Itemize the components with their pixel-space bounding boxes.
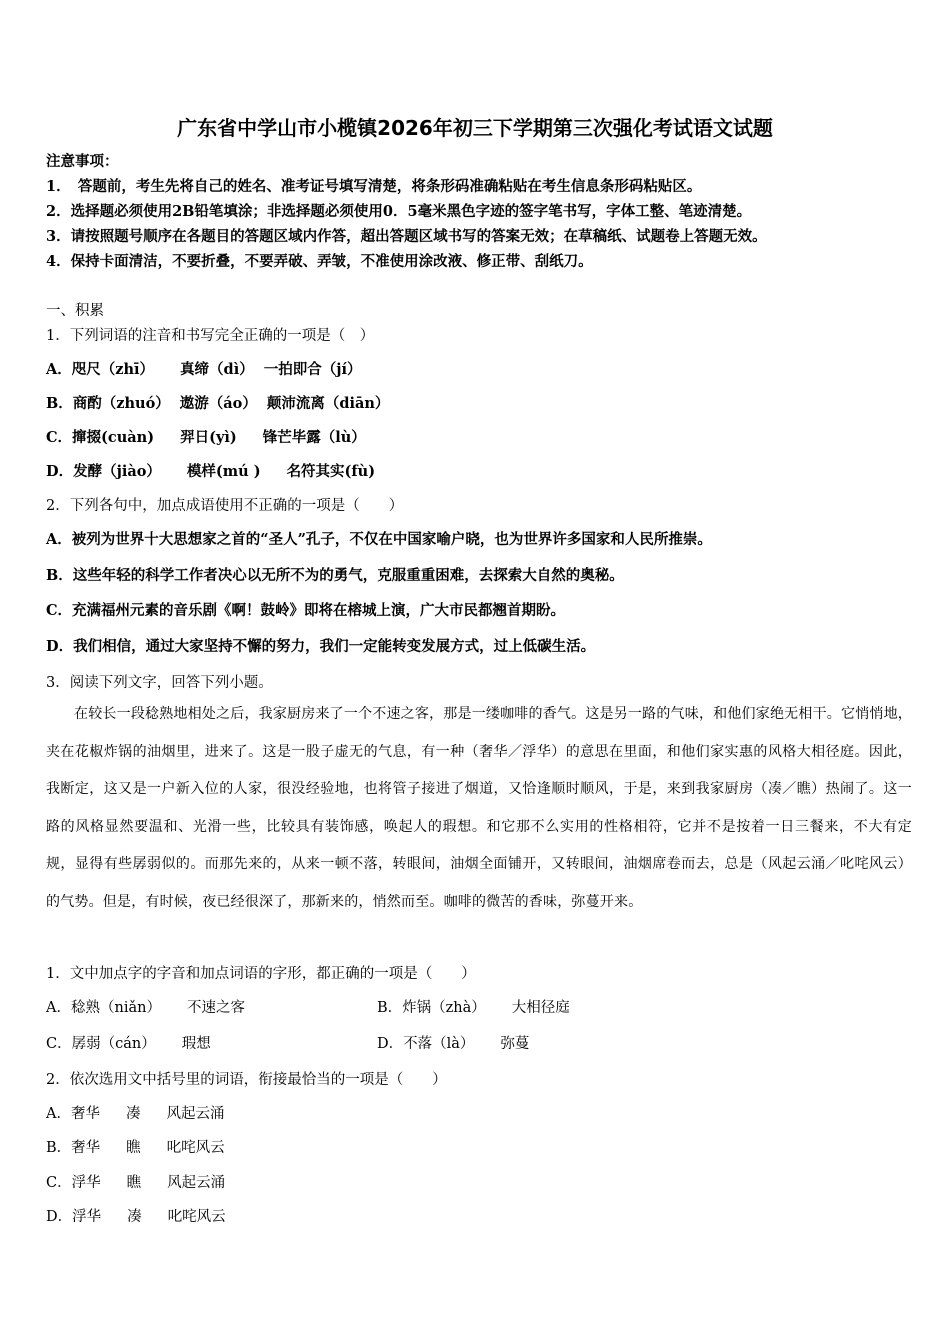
- q3-sub2-option-a: [46, 1104, 224, 1124]
- option-label: A．: [46, 1106, 71, 1122]
- q1-option-b: [46, 394, 389, 414]
- option-part: 发酵（jiào）: [73, 463, 161, 480]
- q2-option-a: A．被列为世界十大思想家之首的“圣人”孔子，不仅在中国家喻户晓，也为世界许多国家和人民所推崇。: [46, 531, 712, 548]
- option-part: 模样(mú ): [186, 463, 261, 480]
- q2-option-c: C．充满福州元素的音乐剧《啊！鼓岭》即将在榕城上演，广大市民都翘首期盼。: [46, 602, 566, 619]
- option-part: 凑: [127, 1209, 142, 1225]
- option-part: 稔熟（niǎn）: [70, 1000, 161, 1016]
- q3-sub2-option-b: [46, 1138, 225, 1158]
- option-label: D．: [46, 463, 74, 480]
- option-part: 真缔（dì）: [180, 361, 254, 378]
- option-part: 风起云涌: [166, 1106, 225, 1122]
- q3-sub1-option-a: [46, 998, 245, 1018]
- option-part: 撺掇(cuàn): [72, 429, 155, 446]
- option-part: 不落（là）: [403, 1036, 475, 1052]
- q2-option-d: D．我们相信，通过大家坚持不懈的努力，我们一定能转变发展方式，过上低碳生活。: [46, 638, 596, 655]
- option-label: B．: [46, 395, 73, 412]
- option-part: 不速之客: [186, 1000, 245, 1016]
- q3-sub1-stem: 1．文中加点字的字音和加点词语的字形，都正确的一项是（ ）: [46, 966, 476, 982]
- q3-sub2-option-c: [46, 1173, 225, 1193]
- option-label: D．: [46, 1209, 73, 1225]
- option-part: 锋芒毕露（lù）: [262, 429, 366, 446]
- option-part: 咫尺（zhī）: [71, 361, 155, 378]
- option-part: 炸锅（zhà）: [402, 1000, 486, 1016]
- q1-option-d: [46, 462, 375, 482]
- q3-sub1-option-b: [377, 998, 570, 1018]
- option-label: D．: [377, 1036, 404, 1052]
- option-label: C．: [46, 1036, 72, 1052]
- option-part: 一拍即合（jí）: [263, 361, 362, 378]
- q3-sub2-stem: 2．依次选用文中括号里的词语，衔接最恰当的一项是（ ）: [46, 1072, 447, 1088]
- notice-item-4: 4．保持卡面清洁，不要折叠，不要弄破、弄皱，不准使用涂改液、修正带、刮纸刀。: [46, 253, 593, 270]
- option-part: 孱弱（cán）: [71, 1036, 156, 1052]
- q1-option-c: [46, 428, 366, 448]
- option-part: 商酌（zhuó）: [72, 395, 170, 412]
- option-label: C．: [46, 1175, 72, 1191]
- notice-heading: 注意事项：: [46, 153, 119, 170]
- notice-item-1: 1． 答题前，考生先将自己的姓名、准考证号填写清楚，将条形码准确粘贴在考生信息条形码粘贴区。: [46, 178, 702, 195]
- q2-stem: 2．下列各句中，加点成语使用不正确的一项是（ ）: [46, 498, 404, 514]
- option-label: B．: [46, 1140, 72, 1156]
- option-part: 瞧: [126, 1175, 142, 1191]
- option-part: 弥蔓: [500, 1036, 530, 1052]
- option-label: B．: [377, 1000, 403, 1016]
- page-title: 广东省中学山市小榄镇2026年初三下学期第三次强化考试语文试题: [177, 116, 773, 140]
- option-label: A．: [46, 361, 72, 378]
- option-part: 名符其实(fù): [286, 463, 376, 480]
- q3-sub1-option-c: [46, 1034, 211, 1054]
- notice-item-2: 2．选择题必须使用2B铅笔填涂；非选择题必须使用0．5毫米黑色字迹的签字笔书写，字体工整、笔迹清楚。: [46, 203, 752, 220]
- option-part: 瑕想: [181, 1036, 211, 1052]
- option-part: 遨游（áo）: [179, 395, 257, 412]
- q2-option-b: B．这些年轻的科学工作者决心以无所不为的勇气，克服重重困难，去探索大自然的奥秘。: [46, 567, 624, 584]
- notice-item-3: 3．请按照题号顺序在各题目的答题区域内作答，超出答题区域书写的答案无效；在草稿纸、试题卷上答题无效。: [46, 228, 767, 245]
- q1-option-a: [46, 360, 361, 380]
- option-part: 风起云涌: [167, 1175, 226, 1191]
- option-part: 瞧: [126, 1140, 141, 1156]
- option-part: 叱咤风云: [166, 1140, 225, 1156]
- option-part: 奢华: [71, 1140, 101, 1156]
- q3-stem: 3．阅读下列文字，回答下列小题。: [46, 675, 273, 691]
- option-part: 奢华: [70, 1106, 100, 1122]
- option-part: 颠沛流离（diān）: [266, 395, 390, 412]
- option-part: 浮华: [71, 1175, 101, 1191]
- q3-sub2-option-d: [46, 1207, 226, 1227]
- option-part: 叱咤风云: [167, 1209, 226, 1225]
- option-part: 大相径庭: [511, 1000, 570, 1016]
- option-label: A．: [46, 1000, 71, 1016]
- q1-stem: 1．下列词语的注音和书写完全正确的一项是（ ）: [46, 328, 375, 344]
- option-part: 凑: [125, 1106, 141, 1122]
- option-part: 羿日(yì): [180, 429, 237, 446]
- q3-sub1-option-d: [377, 1034, 529, 1054]
- option-label: C．: [46, 429, 73, 446]
- section-heading: 一、积累: [46, 303, 104, 319]
- reading-passage: 在较长一段稔熟地相处之后，我家厨房来了一个不速之客，那是一缕咖啡的香气。这是另一路的气味，和他们家绝无相干。它悄悄地，夹在花椒炸锅的油烟里，进来了。这是一股子虚无的气息，有一种（奢华／浮华）的意思在里面，和他们家实惠的风格大相径庭。因此，我断定，这又是一户新入位的人家，很没经验地，也将管子接进了烟道，又恰逢顺时顺风，于是，来到我家厨房（凑／瞧）热闹了。这一路的风格显然要温和、光滑一些，比较具有装饰感，唤起人的瑕想。和它那不么实用的性格相符，它并不是按着一日三餐来，不大有定规，显得有些孱弱似的。而那先来的，从来一顿不落，转眼间，油烟全面铺开，又转眼间，油烟席卷而去，总是（风起云涌／叱咤风云）的气势。但是，有时候，夜已经很深了，那新来的，悄然而至。咖啡的微苦的香味，弥蔓开来。: [46, 706, 912, 910]
- option-part: 浮华: [72, 1209, 102, 1225]
